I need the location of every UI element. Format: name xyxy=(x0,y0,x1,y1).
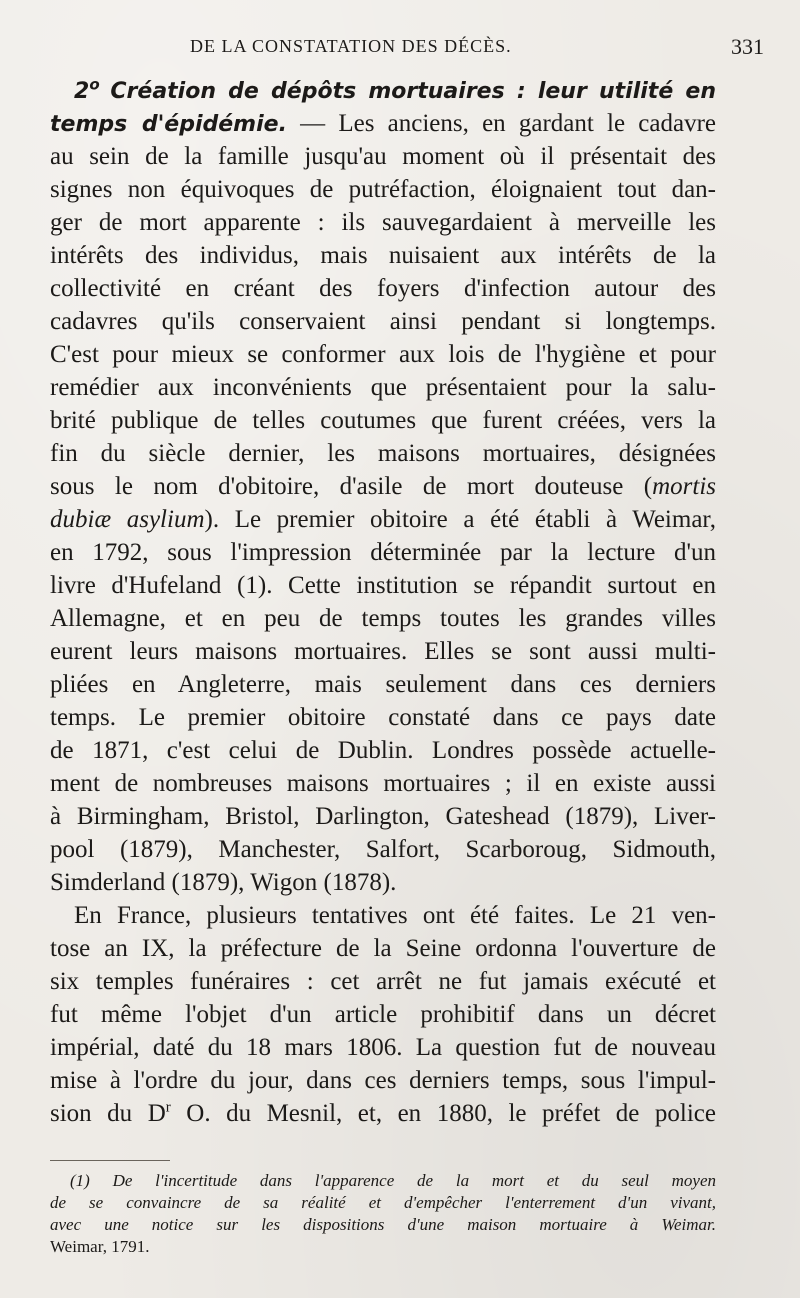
paragraph-line: cadavres qu'ils conservaient ainsi pendant si longtemps. xyxy=(50,308,716,335)
paragraph-line: Simderland (1879), Wigon (1878). xyxy=(50,869,397,896)
footnote-imprint: Weimar, 1791. xyxy=(50,1237,150,1256)
section-heading-line xyxy=(50,74,716,107)
paragraph-line: C'est pour mieux se conformer aux lois de l'hygiène et pour xyxy=(50,341,716,368)
paragraph-line: de 1871, c'est celui de Dublin. Londres possède actuelle- xyxy=(50,737,716,764)
main-text xyxy=(50,74,716,1130)
footnote xyxy=(50,1170,716,1258)
footnote-line: de se convaincre de sa réalité et d'empêcher l'enterrement d'un vivant, xyxy=(50,1193,716,1212)
paragraph-line: livre d'Hufeland (1). Cette institution se répandit surtout en xyxy=(50,572,716,599)
footnote-line: avec une notice sur les dispositions d'une maison mortuaire à Weimar. xyxy=(50,1215,716,1234)
paragraph-line: mise à l'ordre du jour, dans ces derniers temps, sous l'impul- xyxy=(50,1067,716,1094)
text-run: ). Le premier obitoire a été établi à Weimar, xyxy=(204,506,716,533)
paragraph-line: pliées en Angleterre, mais seulement dans ces derniers xyxy=(50,671,716,698)
paragraph-line: fut même l'objet d'un article prohibitif dans un décret xyxy=(50,1001,716,1028)
section-heading-continued: temps d'épidémie. xyxy=(50,112,287,137)
footnote-line: (1) De l'incertitude dans l'apparence de la mort et du seul moyen xyxy=(70,1171,716,1190)
superscript: r xyxy=(165,1099,171,1116)
latin-term-continued: dubiæ asylium xyxy=(50,506,205,533)
paragraph-line: à Birmingham, Bristol, Darlington, Gateshead (1879), Liver- xyxy=(50,803,716,830)
paragraph-line xyxy=(50,470,716,503)
paragraph-line: six temples funéraires : cet arrêt ne fut jamais exécuté et xyxy=(50,968,716,995)
paragraph-line: Allemagne, et en peu de temps toutes les grandes villes xyxy=(50,605,716,632)
paragraph-line: fin du siècle dernier, les maisons mortuaires, désignées xyxy=(50,440,716,467)
paragraph-line xyxy=(50,1097,716,1130)
paragraph-line: temps. Le premier obitoire constaté dans ce pays date xyxy=(50,704,716,731)
paragraph-line: tose an IX, la préfecture de la Seine ordonna l'ouverture de xyxy=(50,935,716,962)
paragraph-line: collectivité en créant des foyers d'infection autour des xyxy=(50,275,716,302)
paragraph-line: impérial, daté du 18 mars 1806. La question fut de nouveau xyxy=(50,1034,716,1061)
text-run: sous le nom d'obitoire, d'asile de mort douteuse ( xyxy=(50,473,653,500)
paragraph-line: remédier aux inconvénients que présentaient pour la salu- xyxy=(50,374,716,401)
text-run: — Les anciens, en gardant le cadavre xyxy=(286,110,717,137)
paragraph-line xyxy=(50,503,716,536)
paragraph-line: au sein de la famille jusqu'au moment où il présentait des xyxy=(50,143,716,170)
section-heading: Création de dépôts mortuaires : leur utilité en xyxy=(110,79,717,104)
paragraph-line xyxy=(50,107,716,140)
paragraph-line: signes non équivoques de putréfaction, éloignaient tout dan- xyxy=(50,176,716,203)
section-number: 2$^o$ xyxy=(74,75,100,104)
paragraph-line: brité publique de telles coutumes que furent créées, vers la xyxy=(50,407,716,434)
paragraph-line: intérêts des individus, mais nuisaient aux intérêts de la xyxy=(50,242,716,269)
text-run: sion du D xyxy=(50,1100,166,1127)
paragraph-line: eurent leurs maisons mortuaires. Elles se sont aussi multi- xyxy=(50,638,716,665)
latin-term: mortis xyxy=(652,473,716,500)
paragraph-line: ment de nombreuses maisons mortuaires ; il en existe aussi xyxy=(50,770,716,797)
text-run: O. du Mesnil, et, en 1880, le préfet de police xyxy=(170,1100,716,1127)
page-number: 331 xyxy=(731,34,764,59)
footnote-rule xyxy=(50,1160,170,1161)
paragraph-line: pool (1879), Manchester, Salfort, Scarboroug, Sidmouth, xyxy=(50,836,716,863)
paragraph-line: En France, plusieurs tentatives ont été faites. Le 21 ven- xyxy=(74,902,716,929)
paragraph-line: ger de mort apparente : ils sauvegardaient à merveille les xyxy=(50,209,716,236)
paragraph-line: en 1792, sous l'impression déterminée par la lecture d'un xyxy=(50,539,716,566)
running-title: DE LA CONSTATATION DES DÉCÈS. xyxy=(190,36,512,56)
